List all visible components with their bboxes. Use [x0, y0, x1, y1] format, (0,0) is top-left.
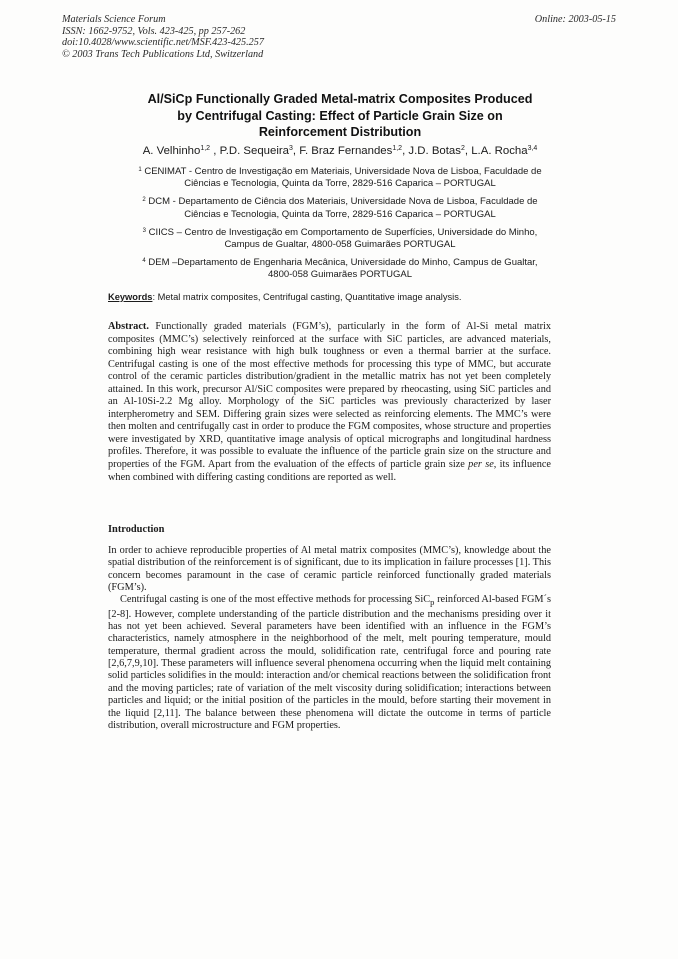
author-name: J.D. Botas	[408, 145, 461, 157]
affiliation	[100, 257, 580, 281]
affiliation-line: DCM - Departamento de Ciência dos Materiais, Universidade Nova de Lisboa, Faculdade de	[148, 196, 538, 208]
affiliation	[100, 196, 580, 220]
journal-name: Materials Science Forum	[62, 14, 166, 25]
affiliation-number: 1	[138, 167, 142, 173]
author-name: F. Braz Fernandes	[299, 145, 393, 157]
paragraph: In order to achieve reproducible properties of Al metal matrix composites (MMC’s), knowledge about the spatial distribution of the reinforcement is of significant, due to its implication in failure processes [1]. This concern becomes paramount in the case of ceramic particle reinforced functionally graded materials (FGM’s).	[108, 545, 551, 594]
author-affil-mark: 1,2	[200, 145, 211, 152]
affiliation	[100, 166, 580, 190]
affiliation	[100, 227, 580, 251]
author-name: A. Velhinho	[142, 145, 201, 157]
keywords-label: Keywords	[108, 292, 153, 302]
title-line: by Centrifugal Casting: Effect of Particle Grain Size on	[177, 108, 503, 123]
section-heading-introduction: Introduction	[108, 524, 165, 535]
affiliation-number: 3	[142, 227, 147, 234]
paragraph: Centrifugal casting is one of the most effective methods for processing SiC$_p$ reinforced Al-based FGM´s [2-8]. However, complete understanding of the particle distribution and the mechanisms presiding over it has not yet been achieved. Several parameters have been identified with an influence in the FGM’s characteristics, namely atmosphere in the neighborhood of the melt, melt pouring temperature, mould temperature, thermal gradient across the mould, solidification rate, centrifugal force and pouring rate [2,6,7,9,10]. These parameters will influence several phenomena occurring when the liquid melt containing solid particles solidifies in the mould: interaction and/or chemical reactions between the solidification front and the moving particles; rate of variation of the melt viscosity during solidification; interactions between particles and liquid; or the initial position of the particles in the mould, before starting their movement in the liquid [2,11]. The balance between these phenomena will dictate the outcome in terms of particle distribution, overall microstructure and FGM properties.	[108, 594, 551, 731]
author-separator: ,	[464, 145, 472, 157]
keywords-text: Metal matrix composites, Centrifugal casting, Quantitative image analysis.	[157, 292, 462, 302]
author-affil-mark: 3,4	[527, 145, 538, 152]
author-list	[60, 145, 620, 157]
author-name: P.D. Sequeira	[219, 145, 290, 157]
journal-header	[62, 14, 264, 60]
abstract	[108, 321, 551, 484]
affiliation-number: 4	[142, 258, 146, 265]
author-separator: ,	[402, 145, 409, 157]
author-separator: ,	[210, 145, 220, 157]
keywords: Keywords: Metal matrix composites, Centrifugal casting, Quantitative image analysis.	[108, 292, 462, 302]
online-date: Online: 2003-05-15	[534, 14, 616, 25]
affiliation-line: CENIMAT - Centro de Investigação em Materiais, Universidade Nova de Lisboa, Faculdade de	[144, 166, 542, 177]
introduction-body	[108, 545, 551, 732]
abstract-text: Functionally graded materials (FGM’s), particularly in the form of Al-Si metal matrix composites (MMC’s) selectively reinforced at the surface with SiC particles, are advanced materials, combining high wear resistance with high bulk toughness or even a thermal barrier at the surface. Centrifugal casting is one of the most effective methods for processing this type of MMC, but accurate control of the ceramic particles distribution/gradient in the metallic matrix has not yet been completely attained. In this work, precursor Al/SiC composites were prepared by rheocasting, using SiC particles and an Al-10Si-2.2 Mg alloy. Morphology of the SiC particles was previously characterized by laser interpherometry and SEM. Differing grain sizes were selected as reinforcing elements. The MMC’s were then molten and centrifugally cast in order to produce the FGM composites, whose structure and properties were investigated by XRD, quantitative image analysis of optical micrographs and longitudinal hardness profiles. Therefore, it was possible to evaluate the influence of the particle grain size on the structure and properties of the FGM. Apart from the evaluation of the effects of particle grain size	[108, 321, 552, 471]
copyright-line: © 2003 Trans Tech Publications Ltd, Switzerland	[62, 48, 264, 60]
author-separator: ,	[292, 145, 300, 157]
issn-line: ISSN: 1662-9752, Vols. 423-425, pp 257-262	[62, 25, 246, 37]
author-affil-mark: 1,2	[392, 145, 403, 152]
subscript: p	[430, 597, 435, 608]
affiliation-line: Ciências e Tecnologia, Quinta da Torre, 2829-516 Caparica – PORTUGAL	[184, 178, 496, 190]
affiliation-line: Campus de Gualtar, 4800-058 Guimarães PORTUGAL	[224, 239, 456, 251]
abstract-text-end: , its influence when combined with differing casting conditions are reported as well.	[108, 459, 551, 483]
author-affil-mark: 2	[460, 145, 465, 152]
affiliation-line: DEM –Departamento de Engenharia Mecânica, Universidade do Minho, Campus de Gualtar,	[148, 257, 538, 269]
affiliation-line: 4800-058 Guimarães PORTUGAL	[268, 269, 412, 281]
affiliation-line: CIICS – Centro de Investigação em Comportamento de Superfícies, Universidade do Minho,	[148, 226, 538, 238]
author-name: L.A. Rocha	[471, 145, 528, 157]
doi-line: doi:10.4028/www.scientific.net/MSF.423-425.257	[62, 37, 264, 49]
title-line: Reinforcement Distribution	[258, 125, 422, 139]
affiliation-line: Ciências e Tecnologia, Quinta da Torre, 2829-516 Caparica – PORTUGAL	[184, 208, 496, 220]
affiliation-number: 2	[142, 197, 146, 204]
abstract-italic: per se	[468, 459, 494, 471]
paper-title	[90, 91, 590, 141]
author-affil-mark: 3	[289, 145, 293, 152]
abstract-label: Abstract.	[108, 321, 149, 332]
affiliation-list	[100, 166, 580, 288]
title-line: Al/SiCp Functionally Graded Metal-matrix Composites Produced	[147, 92, 533, 106]
